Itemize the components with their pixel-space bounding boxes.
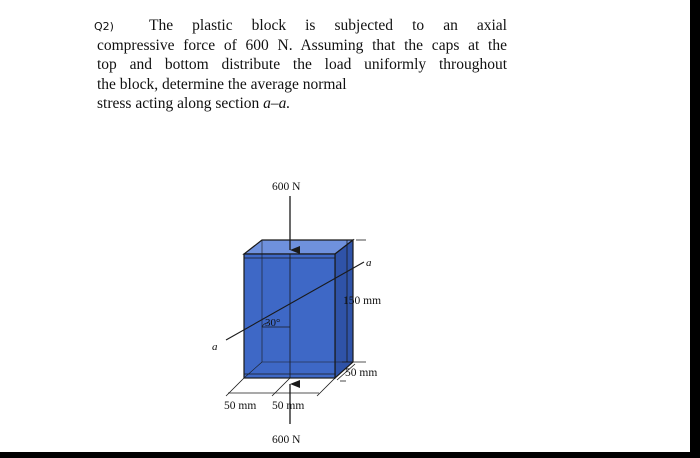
block-top-face <box>244 240 353 254</box>
width-dimension <box>226 378 335 396</box>
section-symbol: a–a. <box>263 95 291 112</box>
bottom-force-label: 600 N <box>272 434 301 446</box>
section-label-right: a <box>366 257 372 269</box>
width-dim-label-left: 50 mm <box>224 400 257 412</box>
problem-line-5-text: stress acting along section <box>97 95 264 112</box>
problem-line-1: The plastic block is subjected to an axial <box>149 17 507 34</box>
angle-label: 30° <box>265 317 281 329</box>
problem-line-2: compressive force of 600 N. Assuming that the caps at the <box>97 36 507 54</box>
block-front-face <box>244 254 335 378</box>
top-force-label: 600 N <box>272 181 301 193</box>
plastic-block <box>244 240 353 378</box>
problem-line-4: the block, determine the average normal <box>97 75 347 93</box>
question-number: Q2) <box>94 20 114 33</box>
width-dim-label-right: 50 mm <box>272 400 305 412</box>
section-label-left: a <box>212 341 218 353</box>
height-dim-label: 150 mm <box>343 295 382 307</box>
depth-dim-label: 50 mm <box>345 367 378 379</box>
block-side-face <box>335 240 353 378</box>
problem-line-3: top and bottom distribute the load uniformly throughout <box>97 56 507 73</box>
